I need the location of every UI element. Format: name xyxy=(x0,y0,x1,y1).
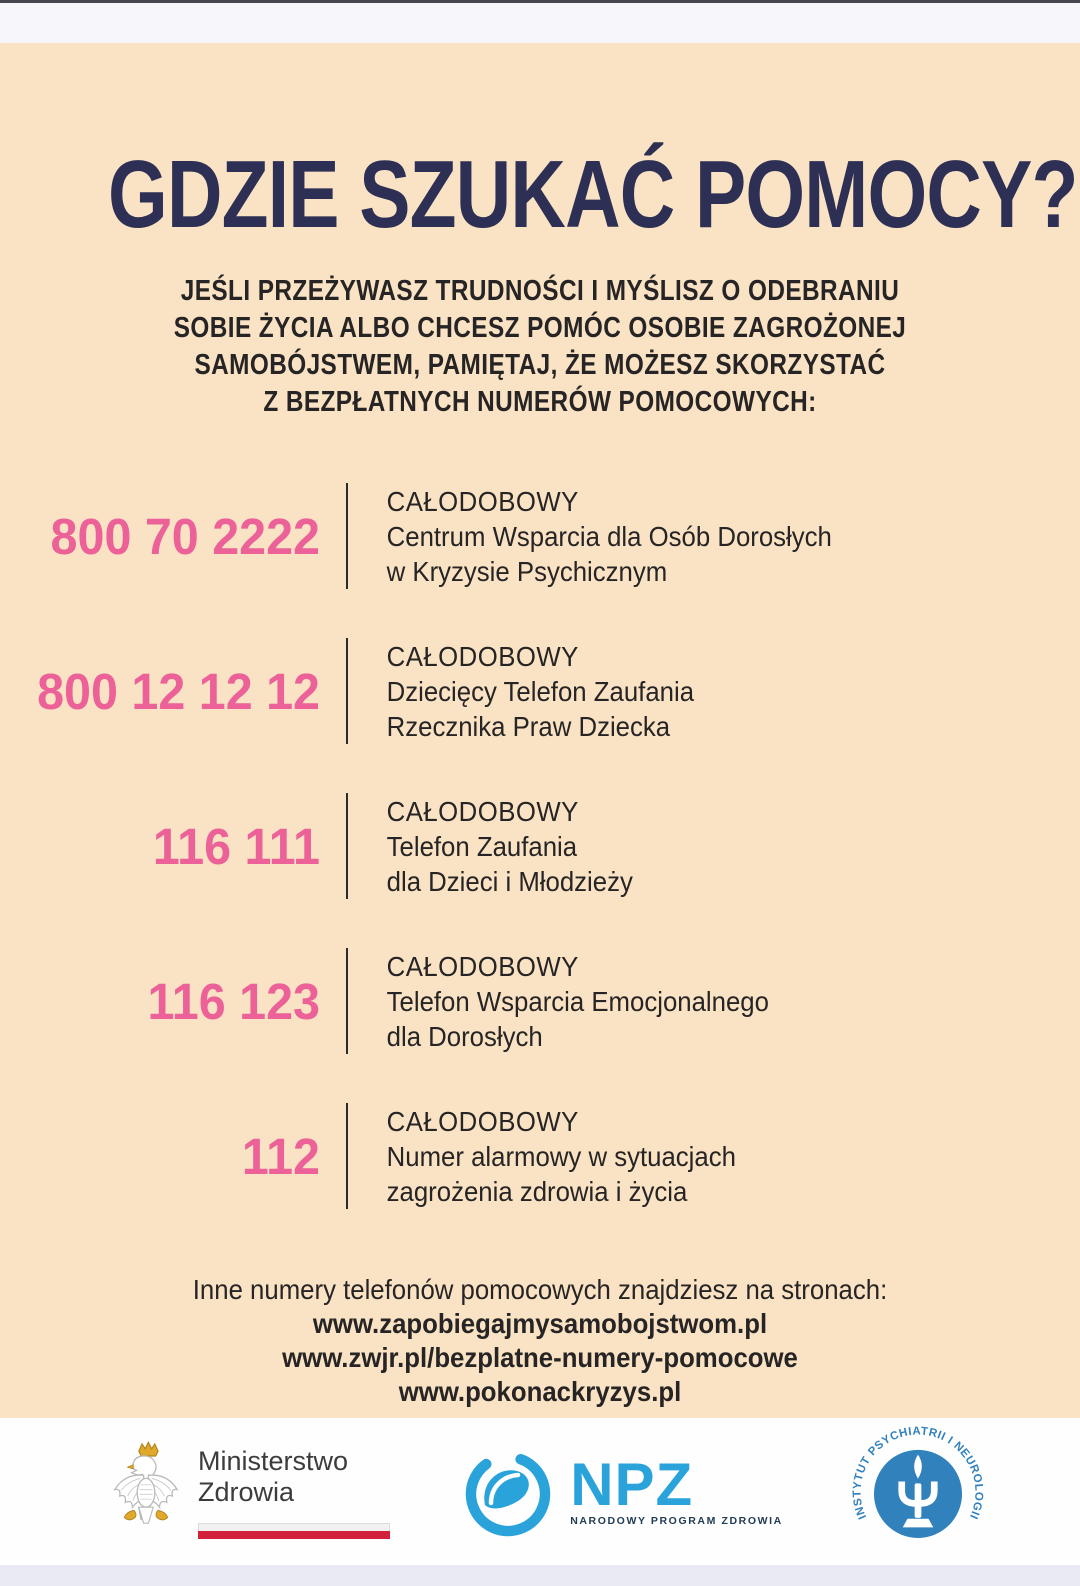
description-line: w Kryzysie Psychicznym xyxy=(386,555,668,587)
poster-subtitle xyxy=(0,273,1080,421)
helpline-description xyxy=(348,1104,736,1209)
page-title: GDZIE SZUKAĆ POMOCY? xyxy=(108,141,1078,248)
subtitle-line: Z BEZPŁATNYCH NUMERÓW POMOCOWYCH: xyxy=(263,386,817,418)
helpline-row xyxy=(0,638,1080,744)
helpline-description xyxy=(348,484,832,589)
description-line: dla Dzieci i Młodzieży xyxy=(386,865,633,897)
poster-body xyxy=(0,43,1080,1418)
phone-number: 116 111 xyxy=(152,817,320,875)
logo-footer xyxy=(0,1418,1080,1565)
helpline-description xyxy=(348,949,769,1054)
phone-number: 116 123 xyxy=(147,972,320,1030)
ministry-name-line: Ministerstwo xyxy=(198,1445,349,1476)
npz-swoosh-icon xyxy=(458,1442,558,1542)
npz-text-block xyxy=(570,1450,783,1527)
subtitle-line: JEŚLI PRZEŻYWASZ TRUDNOŚCI I MYŚLISZ O ODEBRANIU xyxy=(180,275,900,307)
description-line: Dziecięcy Telefon Zaufania xyxy=(386,675,695,707)
polish-eagle-icon xyxy=(110,1440,182,1544)
phone-number: 112 xyxy=(241,1127,320,1185)
ministry-text-block xyxy=(198,1446,390,1538)
description-line: zagrożenia zdrowia i życia xyxy=(386,1175,688,1207)
description-line: dla Dorosłych xyxy=(386,1020,543,1052)
availability-tag: CAŁODOBOWY xyxy=(386,795,579,827)
availability-tag: CAŁODOBOWY xyxy=(386,1105,579,1137)
ipin-emblem-icon xyxy=(851,1425,985,1559)
ipin-logo xyxy=(851,1425,985,1559)
description-line: Centrum Wsparcia dla Osób Dorosłych xyxy=(386,520,832,552)
ministry-logo xyxy=(110,1440,390,1544)
helpline-description xyxy=(348,639,694,744)
polish-flag-bar xyxy=(198,1523,390,1538)
helpline-url: www.zapobiegajmysamobojstwom.pl xyxy=(312,1308,768,1339)
subtitle-line: SOBIE ŻYCIA ALBO CHCESZ POMÓC OSOBIE ZAGROŻONEJ xyxy=(173,312,907,344)
helpline-row xyxy=(0,1103,1080,1209)
ipin-ring-text: INSTYTUT PSYCHIATRII I NEUROLOGII xyxy=(851,1424,985,1521)
helpline-list xyxy=(0,483,1080,1209)
top-strip xyxy=(0,3,1080,43)
phone-number: 800 70 2222 xyxy=(50,507,321,565)
description-line: Telefon Wsparcia Emocjonalnego xyxy=(386,985,769,1017)
npz-subtitle: NARODOWY PROGRAM ZDROWIA xyxy=(570,1514,783,1527)
helpline-row xyxy=(0,948,1080,1054)
helpline-url: www.pokonackryzys.pl xyxy=(398,1376,682,1407)
npz-logo xyxy=(458,1442,783,1542)
helpline-row xyxy=(0,793,1080,899)
availability-tag: CAŁODOBOWY xyxy=(386,640,579,672)
links-intro: Inne numery telefonów pomocowych znajdziesz na stronach: xyxy=(192,1274,888,1305)
npz-abbr: NPZ xyxy=(570,1450,694,1518)
more-links-block xyxy=(43,1273,1037,1409)
phone-number: 800 12 12 12 xyxy=(37,662,321,720)
helpline-row xyxy=(0,483,1080,589)
availability-tag: CAŁODOBOWY xyxy=(386,485,579,517)
ministry-name-line: Zdrowia xyxy=(198,1476,295,1507)
description-line: Numer alarmowy w sytuacjach xyxy=(386,1140,736,1172)
availability-tag: CAŁODOBOWY xyxy=(386,950,579,982)
subtitle-line: SAMOBÓJSTWEM, PAMIĘTAJ, ŻE MOŻESZ SKORZYSTAĆ xyxy=(194,349,886,381)
bottom-strip xyxy=(0,1565,1080,1586)
helpline-description xyxy=(348,794,633,899)
description-line: Rzecznika Praw Dziecka xyxy=(386,710,671,742)
helpline-url: www.zwjr.pl/bezplatne-numery-pomocowe xyxy=(282,1342,798,1373)
description-line: Telefon Zaufania xyxy=(386,830,578,862)
